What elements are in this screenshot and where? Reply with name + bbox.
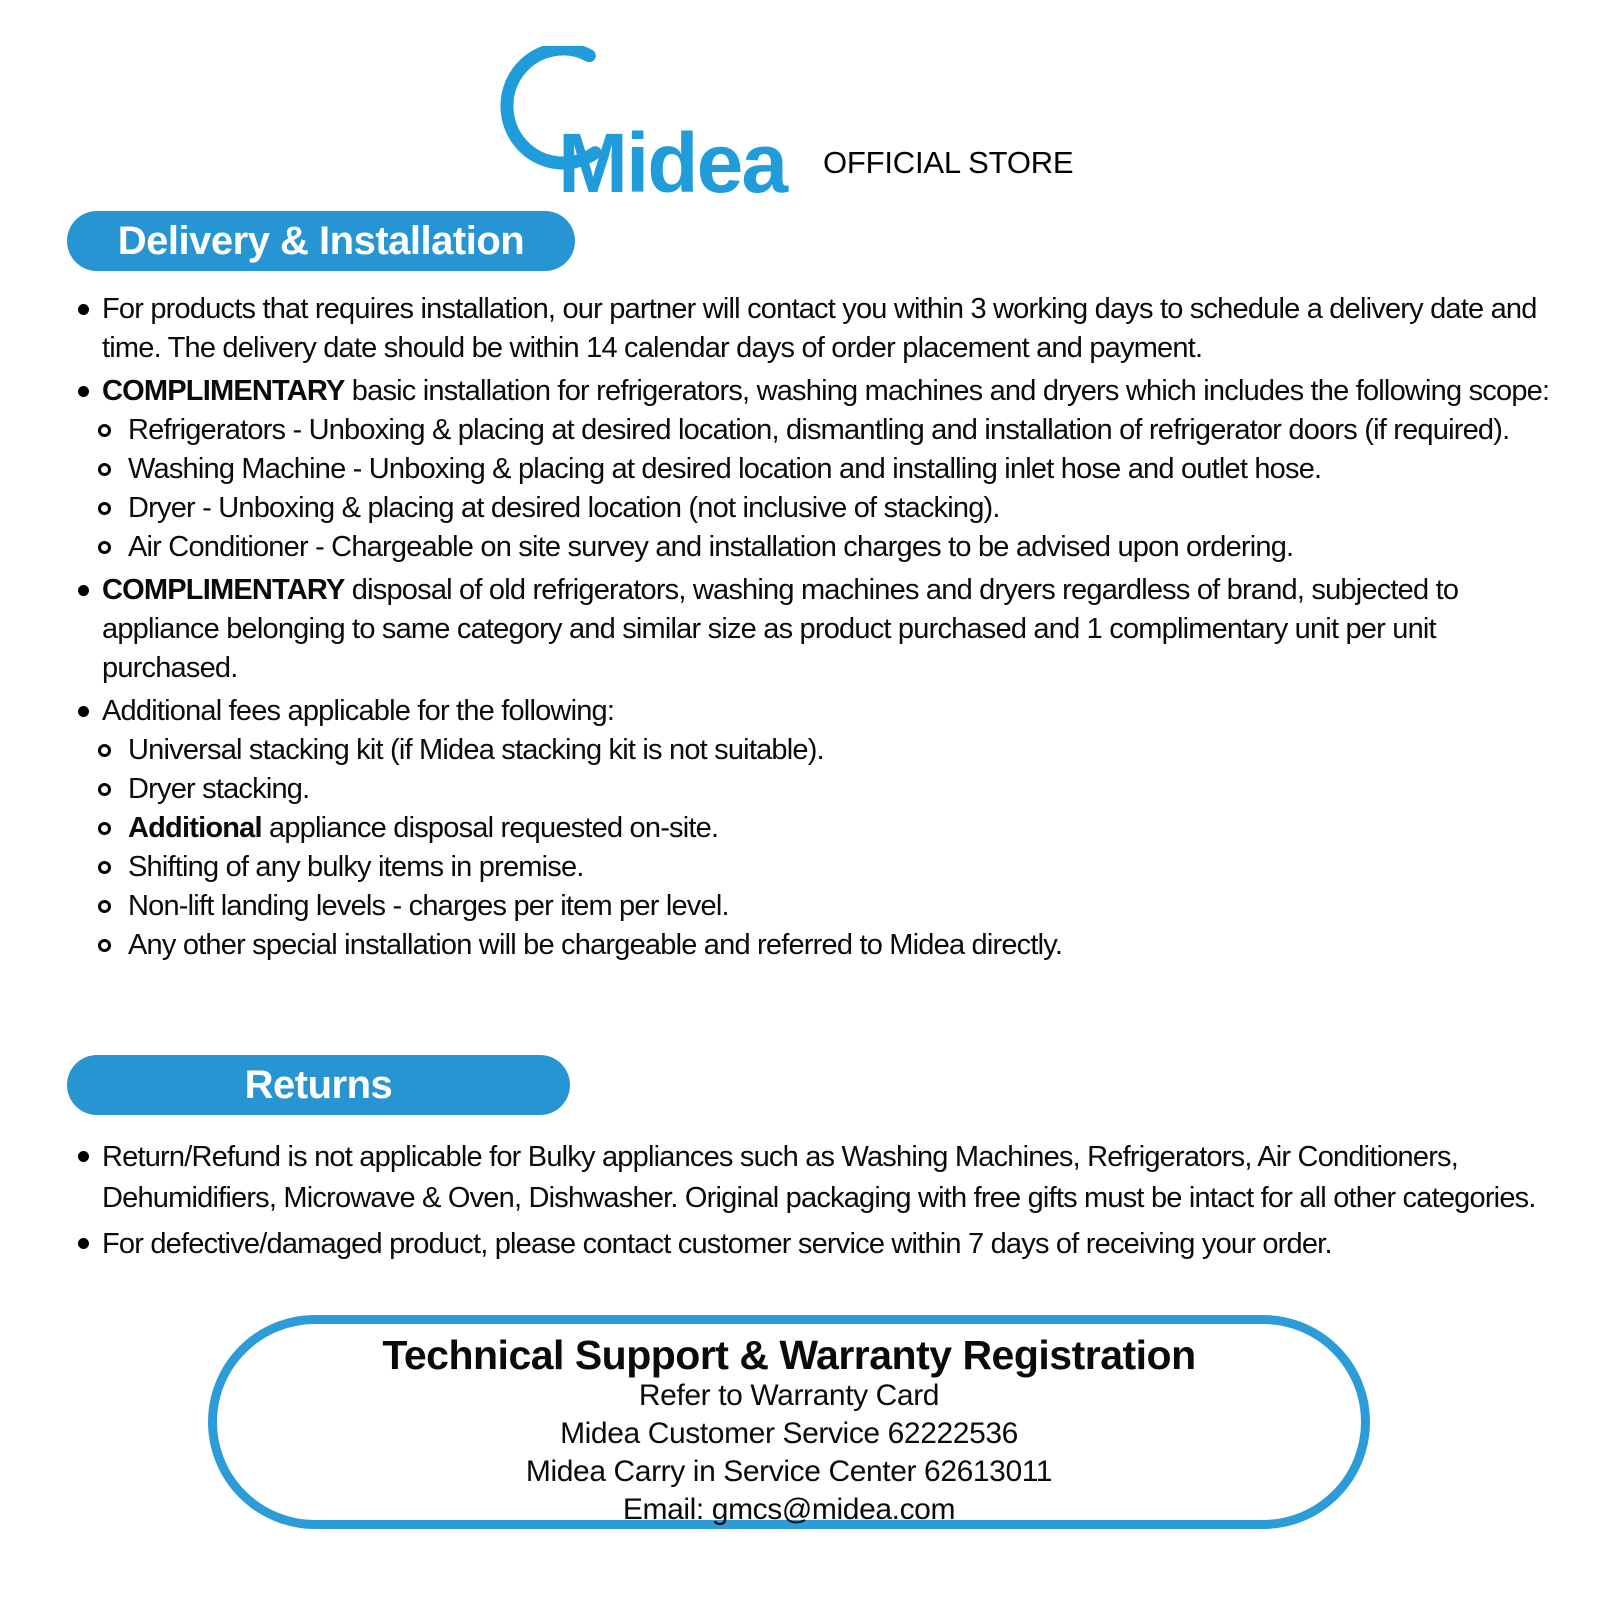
technical-support-box xyxy=(208,1315,1370,1529)
list-item xyxy=(67,848,1550,887)
item-text: Any other special installation will be chargeable and referred to Midea directly. xyxy=(128,929,1063,961)
item-text: Return/Refund is not applicable for Bulky appliances such as Washing Machines, Refrigerators, Air Conditioners, Dehumidifiers, Microwave & Oven, Dishwasher. Original packaging with free gifts must be intact for all other categories. xyxy=(102,1141,1536,1214)
list-item xyxy=(67,692,1550,731)
item-text-wrap xyxy=(128,890,729,922)
item-text-wrap xyxy=(128,414,1509,446)
support-line-carry-in-center: Midea Carry in Service Center 62613011 xyxy=(525,1455,1053,1488)
item-text: For products that requires installation, our partner will contact you within 3 working days to schedule a delivery date and time. The delivery date should be within 14 calendar days of order placement and payment. xyxy=(102,293,1537,364)
bullet-disc-icon xyxy=(78,1238,89,1249)
bullet-circle-icon xyxy=(98,424,111,437)
list-item xyxy=(67,372,1550,411)
item-text: Dryer stacking. xyxy=(128,773,310,805)
item-text-wrap xyxy=(128,734,824,766)
list-item xyxy=(67,290,1550,368)
bullet-disc-icon xyxy=(78,706,89,717)
list-item xyxy=(67,528,1550,567)
section-title: Returns xyxy=(244,1062,393,1107)
list-item xyxy=(67,411,1550,450)
item-text: Shifting of any bulky items in premise. xyxy=(128,851,584,883)
support-line-warranty-card: Refer to Warranty Card xyxy=(638,1379,940,1412)
bullet-circle-icon xyxy=(98,744,111,757)
delivery-list xyxy=(67,290,1550,965)
list-item xyxy=(67,731,1550,770)
item-text-wrap xyxy=(102,574,1458,684)
bullet-disc-icon xyxy=(78,386,89,397)
item-bold-text: COMPLIMENTARY xyxy=(102,375,345,407)
item-text-wrap xyxy=(128,929,1062,961)
item-text-wrap xyxy=(102,695,614,727)
bullet-circle-icon xyxy=(98,783,111,796)
section-header-delivery-installation xyxy=(67,211,575,271)
returns-list xyxy=(67,1137,1550,1265)
list-item xyxy=(67,887,1550,926)
item-text: disposal of old refrigerators, washing machines and dryers regardless of brand, subjected to appliance belonging to same category and similar size as product purchased and 1 complimentary unit per unit purchased. xyxy=(102,574,1459,684)
list-item xyxy=(67,571,1550,688)
list-item xyxy=(67,1137,1550,1219)
item-text-wrap xyxy=(128,531,1293,563)
item-text: For defective/damaged product, please contact customer service within 7 days of receiving your order. xyxy=(102,1228,1332,1260)
bullet-disc-icon xyxy=(78,304,89,315)
item-text: basic installation for refrigerators, washing machines and dryers which includes the following scope: xyxy=(344,375,1550,407)
item-text-wrap xyxy=(102,293,1537,364)
item-text: Washing Machine - Unboxing & placing at desired location and installing inlet hose and outlet hose. xyxy=(128,453,1322,485)
item-text: Dryer - Unboxing & placing at desired location (not inclusive of stacking). xyxy=(128,492,1000,524)
midea-logo-wordmark: Midea xyxy=(558,116,787,210)
bullet-circle-icon xyxy=(98,502,111,515)
item-text: Additional fees applicable for the following: xyxy=(102,695,615,727)
support-line-customer-service: Midea Customer Service 62222536 xyxy=(560,1417,1018,1450)
list-item xyxy=(67,1224,1550,1265)
section-header-returns xyxy=(67,1055,570,1115)
brand-header xyxy=(500,42,1140,210)
item-text-wrap xyxy=(128,453,1321,485)
list-item xyxy=(67,809,1550,848)
item-text-wrap xyxy=(128,851,584,883)
list-item xyxy=(67,489,1550,528)
bullet-circle-icon xyxy=(98,541,111,554)
bullet-circle-icon xyxy=(98,861,111,874)
bullet-circle-icon xyxy=(98,900,111,913)
bullet-disc-icon xyxy=(78,585,89,596)
official-store-label: OFFICIAL STORE xyxy=(823,145,1074,180)
item-bold-text: COMPLIMENTARY xyxy=(102,574,345,606)
item-text: Refrigerators - Unboxing & placing at desired location, dismantling and installation of refrigerator doors (if required). xyxy=(128,414,1510,446)
item-text-wrap xyxy=(102,1228,1332,1260)
item-text: Non-lift landing levels - charges per item per level. xyxy=(128,890,729,922)
item-text-wrap xyxy=(102,375,1549,407)
bullet-circle-icon xyxy=(98,463,111,476)
item-text-wrap xyxy=(128,812,718,844)
bullet-disc-icon xyxy=(78,1151,89,1162)
section-title: Delivery & Installation xyxy=(117,218,525,263)
item-text-wrap xyxy=(128,773,309,805)
item-text: Universal stacking kit (if Midea stacking kit is not suitable). xyxy=(128,734,824,766)
bullet-circle-icon xyxy=(98,822,111,835)
support-box-title: Technical Support & Warranty Registration xyxy=(382,1332,1196,1378)
item-text: appliance disposal requested on-site. xyxy=(261,812,719,844)
list-item xyxy=(67,770,1550,809)
list-item xyxy=(67,450,1550,489)
list-item xyxy=(67,926,1550,965)
item-text: Air Conditioner - Chargeable on site survey and installation charges to be advised upon ordering. xyxy=(128,531,1294,563)
item-text-wrap xyxy=(102,1141,1536,1214)
item-bold-text: Additional xyxy=(128,812,262,844)
bullet-circle-icon xyxy=(98,939,111,952)
support-line-email: Email: gmcs@midea.com xyxy=(622,1493,956,1526)
item-text-wrap xyxy=(128,492,1000,524)
